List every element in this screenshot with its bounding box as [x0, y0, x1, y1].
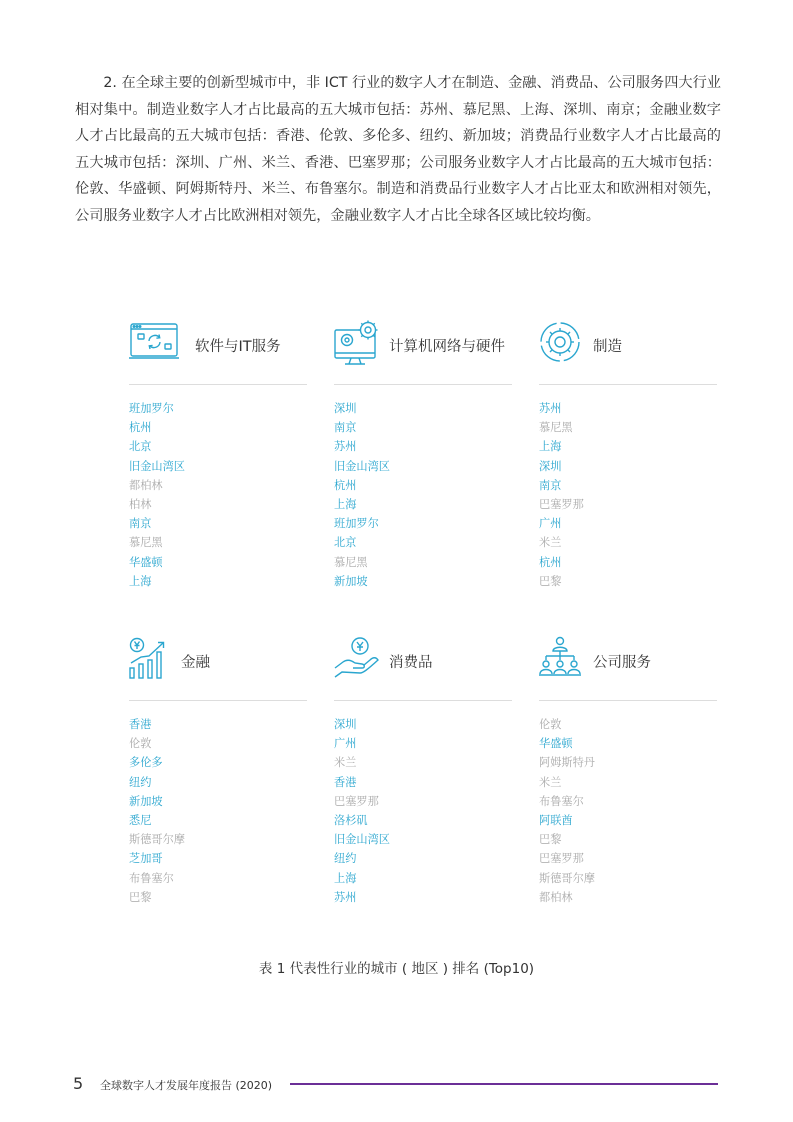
city-list — [129, 715, 185, 907]
city-list — [129, 399, 185, 591]
city-item: 伦敦 — [539, 718, 562, 731]
city-item: 苏州 — [334, 890, 357, 904]
category-title: 公司服务 — [593, 655, 651, 671]
city-item: 阿姆斯特丹 — [539, 756, 595, 770]
city-item: 广州 — [334, 737, 357, 751]
city-item: 都柏林 — [539, 890, 573, 904]
category-title: 制造 — [593, 339, 622, 355]
footer-divider — [290, 1083, 718, 1085]
hand-coin-icon — [334, 636, 380, 680]
page-number: 5 — [73, 1074, 84, 1093]
category-corporate-services — [539, 636, 717, 904]
city-item: 芝加哥 — [129, 852, 163, 866]
city-item: 杭州 — [334, 478, 357, 492]
category-title: 金融 — [181, 655, 210, 671]
divider — [129, 700, 307, 701]
city-item: 多伦多 — [129, 756, 163, 770]
city-item: 纽约 — [129, 775, 152, 789]
finance-growth-icon — [129, 636, 169, 680]
city-item: 班加罗尔 — [129, 402, 174, 415]
category-network-hardware — [334, 320, 512, 588]
computer-gear-icon — [334, 320, 382, 366]
city-list — [334, 715, 390, 907]
category-finance — [129, 636, 307, 904]
city-item: 深圳 — [334, 718, 357, 731]
city-item: 华盛顿 — [539, 737, 573, 751]
city-item: 苏州 — [539, 402, 562, 415]
city-item: 都柏林 — [129, 478, 163, 492]
city-item: 北京 — [129, 440, 152, 454]
divider — [539, 384, 717, 385]
city-item: 阿联酋 — [539, 813, 573, 827]
city-item: 南京 — [334, 421, 357, 435]
city-item: 苏州 — [334, 440, 357, 454]
city-item: 米兰 — [539, 775, 562, 789]
category-title: 计算机网络与硬件 — [389, 339, 505, 355]
city-item: 伦敦 — [129, 737, 152, 751]
divider — [334, 384, 512, 385]
city-item: 班加罗尔 — [334, 517, 379, 531]
city-list — [539, 399, 584, 591]
city-item: 旧金山湾区 — [334, 459, 390, 473]
body-paragraph: 2. 在全球主要的创新型城市中，非 ICT 行业的数字人才在制造、金融、消费品、公司服务四大行业相对集中。制造业数字人才占比最高的五大城市包括：苏州、慕尼黑、上海、深圳、南京；金融业数字人才占比最高的五大城市包括：香港、伦敦、多伦多、纽约、新加坡；消费品行业数字人才占比最高的五大城市包括：深圳、广州、米兰、香港、巴塞罗那；公司服务业数字人才占比最高的五大城市包括：伦敦、华盛顿、阿姆斯特丹、米兰、布鲁塞尔。制造和消费品行业数字人才占比亚太和欧洲相对领先，公司服务业数字人才占比欧洲相对领先，金融业数字人才占比全球各区域比较均衡。 — [75, 75, 721, 224]
category-manufacturing — [539, 320, 717, 588]
city-item: 香港 — [334, 775, 357, 789]
city-item: 悉尼 — [129, 813, 152, 827]
city-item: 慕尼黑 — [539, 421, 573, 435]
gear-icon — [539, 320, 583, 364]
city-item: 巴黎 — [129, 890, 152, 904]
city-item: 南京 — [129, 517, 152, 531]
city-item: 斯德哥尔摩 — [539, 871, 595, 885]
divider — [539, 700, 717, 701]
city-item: 慕尼黑 — [334, 555, 368, 569]
city-item: 洛杉矶 — [334, 813, 368, 827]
category-software-it — [129, 320, 307, 588]
city-item: 米兰 — [334, 756, 357, 770]
city-list — [334, 399, 390, 591]
category-title: 消费品 — [389, 655, 433, 671]
report-title: 全球数字人才发展年度报告 (2020) — [100, 1079, 273, 1092]
city-item: 上海 — [539, 440, 562, 454]
city-item: 上海 — [129, 574, 152, 588]
city-item: 南京 — [539, 478, 562, 492]
city-list — [539, 715, 595, 907]
city-item: 新加坡 — [334, 574, 368, 588]
city-item: 巴黎 — [539, 574, 562, 588]
city-item: 巴塞罗那 — [539, 497, 584, 511]
city-item: 香港 — [129, 718, 152, 731]
city-item: 新加坡 — [129, 794, 163, 808]
city-item: 慕尼黑 — [129, 536, 163, 550]
city-item: 柏林 — [129, 497, 152, 511]
category-consumer-goods — [334, 636, 512, 904]
city-item: 旧金山湾区 — [129, 459, 185, 473]
table-caption: 表 1 代表性行业的城市 ( 地区 ) 排名 (Top10) — [258, 961, 535, 977]
city-item: 深圳 — [334, 402, 357, 415]
city-item: 北京 — [334, 536, 357, 550]
city-item: 巴黎 — [539, 833, 562, 847]
city-item: 米兰 — [539, 536, 562, 550]
city-item: 布鲁塞尔 — [539, 794, 584, 808]
city-item: 布鲁塞尔 — [129, 871, 174, 885]
city-item: 上海 — [334, 497, 357, 511]
divider — [129, 384, 307, 385]
city-item: 旧金山湾区 — [334, 833, 390, 847]
monitor-refresh-icon — [129, 320, 181, 364]
city-item: 深圳 — [539, 459, 562, 473]
city-item: 斯德哥尔摩 — [129, 833, 185, 847]
city-item: 巴塞罗那 — [539, 852, 584, 866]
city-item: 纽约 — [334, 852, 357, 866]
category-title: 软件与IT服务 — [195, 339, 281, 355]
city-item: 华盛顿 — [129, 555, 163, 569]
city-item: 杭州 — [129, 421, 152, 435]
city-item: 上海 — [334, 871, 357, 885]
city-item: 广州 — [539, 517, 562, 531]
city-item: 杭州 — [539, 555, 562, 569]
city-item: 巴塞罗那 — [334, 794, 379, 808]
divider — [334, 700, 512, 701]
org-chart-icon — [539, 636, 583, 680]
